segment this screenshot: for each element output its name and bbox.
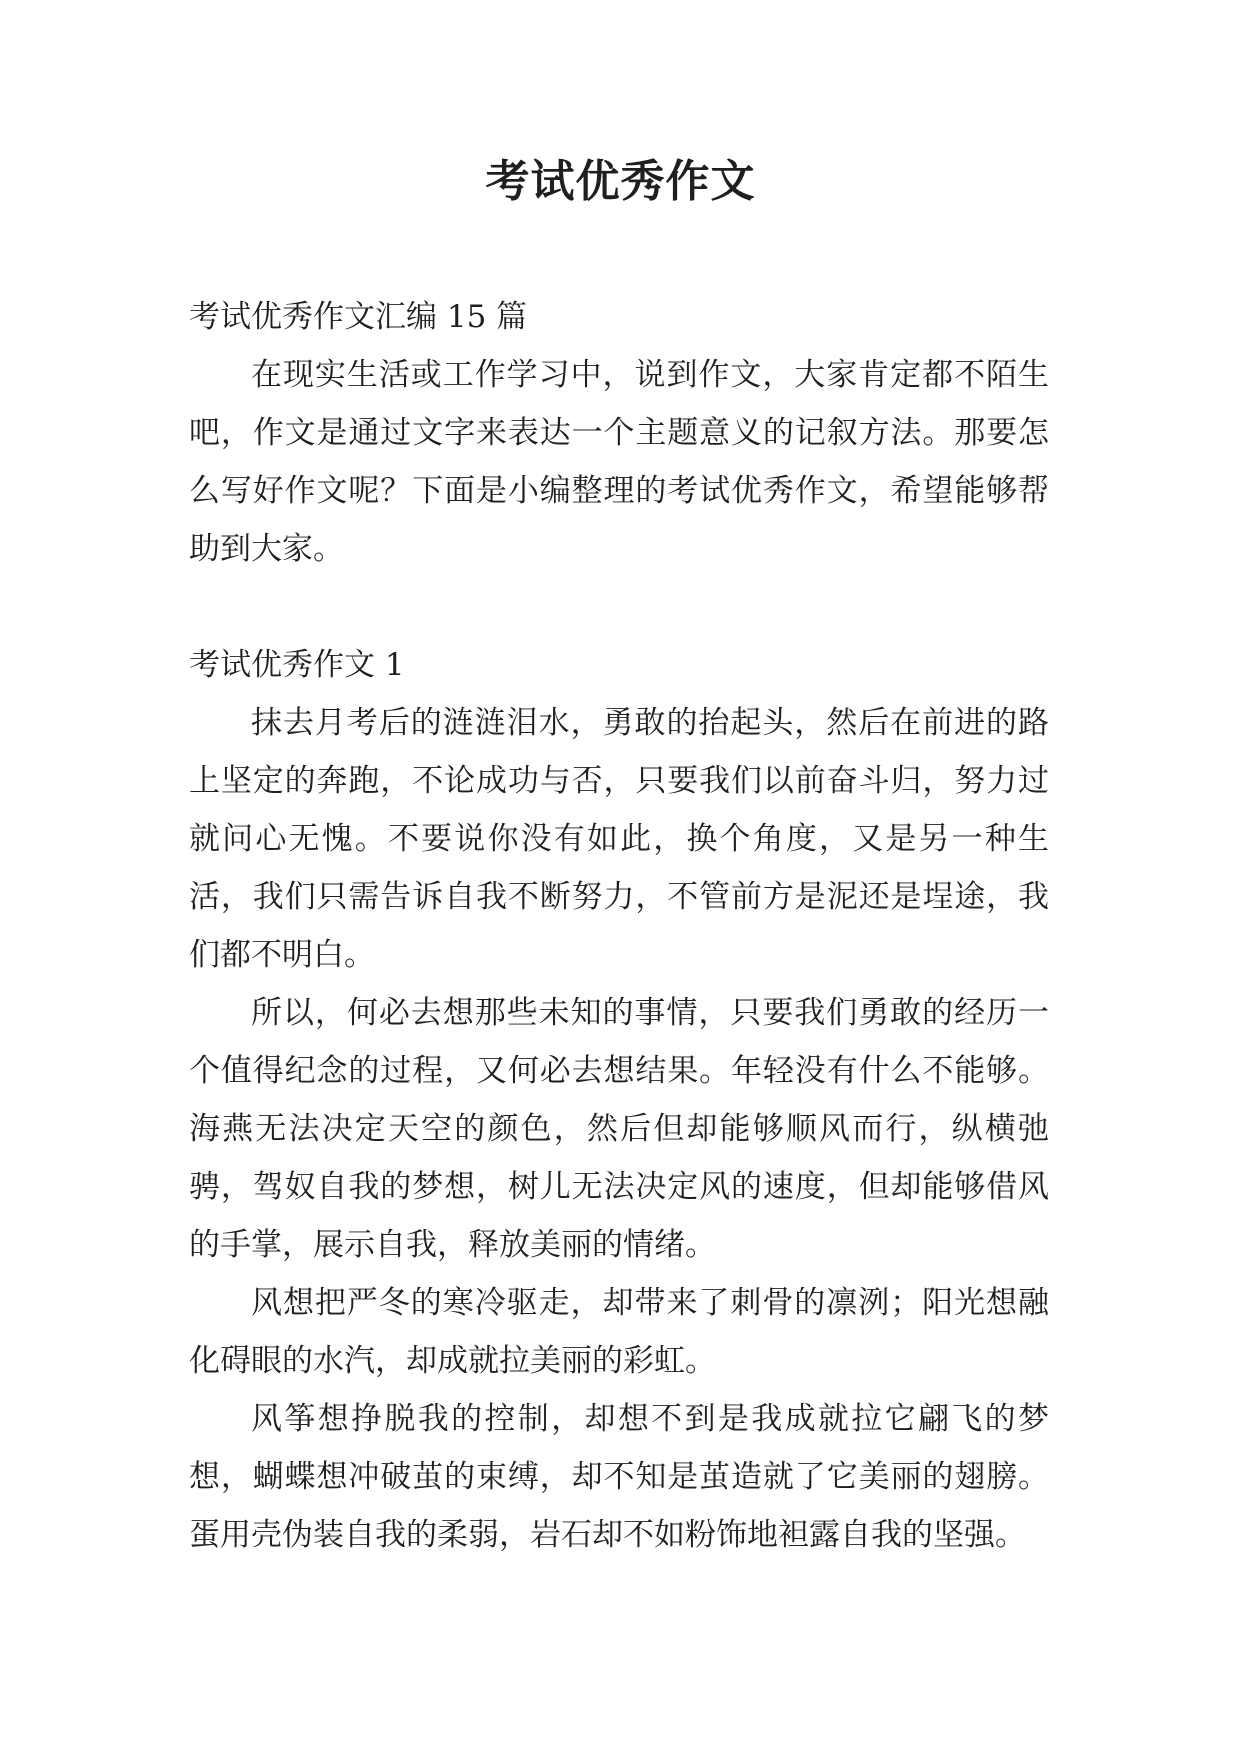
body-paragraph: 风筝想挣脱我的控制，却想不到是我成就拉它翩飞的梦想，蝴蝶想冲破茧的束缚，却不知是茧造就了它美丽的翅膀。蛋用壳伪装自我的柔弱，岩石却不如粉饰地袒露自我的坚强。 <box>189 1401 1049 1553</box>
section-heading: 考试优秀作文 1 <box>189 647 405 683</box>
intro-paragraph: 在现实生活或工作学习中，说到作文，大家肯定都不陌生吧，作文是通过文字来表达一个主题意义的记叙方法。那要怎么写好作文呢？下面是小编整理的考试优秀作文，希望能够帮助到大家。 <box>189 357 1049 567</box>
body-paragraph: 所以，何必去想那些未知的事情，只要我们勇敢的经历一个值得纪念的过程，又何必去想结果。年轻没有什么不能够。海燕无法决定天空的颜色，然后但却能够顺风而行，纵横弛骋，驾奴自我的梦想，树儿无法决定风的速度，但却能够借风的手掌，展示自我，释放美丽的情绪。 <box>189 995 1049 1263</box>
document-title: 考试优秀作文 <box>485 156 756 207</box>
section-spacer <box>189 578 1049 636</box>
body-paragraph: 抹去月考后的涟涟泪水，勇敢的抬起头，然后在前进的路上坚定的奔跑，不论成功与否，只要我们以前奋斗归，努力过就问心无愧。不要说你没有如此，换个角度，又是另一种生活，我们只需告诉自我不断努力，不管前方是泥还是埕途，我们都不明白。 <box>189 705 1049 973</box>
collection-subtitle: 考试优秀作文汇编 15 篇 <box>189 299 528 335</box>
body-paragraph: 风想把严冬的寒冷驱走，却带来了刺骨的凛洌；阳光想融化碍眼的水汽，却成就拉美丽的彩虹。 <box>189 1285 1049 1379</box>
document-body <box>189 288 1049 1564</box>
